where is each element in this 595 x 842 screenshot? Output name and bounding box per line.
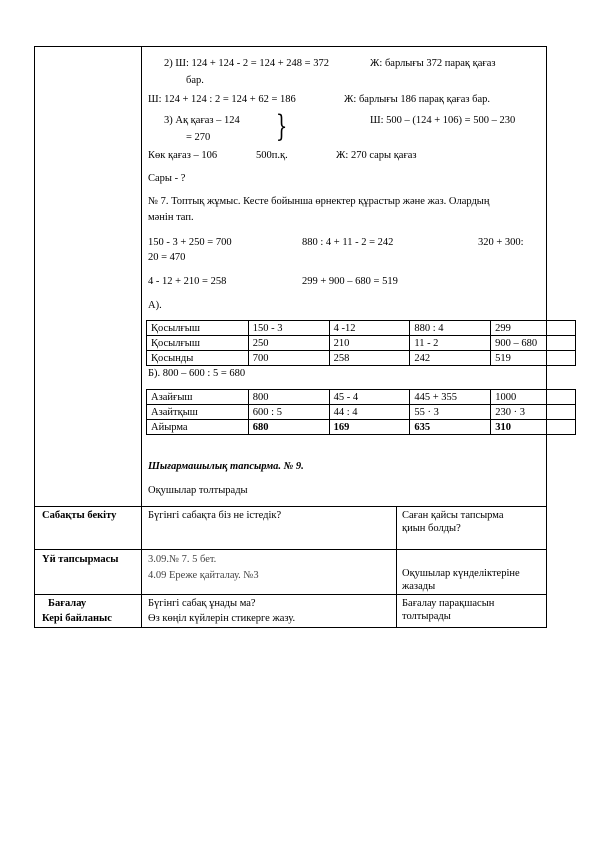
assessment-label: Бағалау — [48, 598, 87, 609]
solution-line-3a: 3) Ақ қағаз – 124 — [164, 115, 240, 126]
table-a-row — [147, 321, 576, 336]
expression-2: 880 : 4 + 11 - 2 = 242 — [302, 237, 394, 248]
task7-heading: № 7. Топтық жұмыс. Кесте бойынша өрнектер құрастыр және жаз. Олардың — [148, 196, 490, 207]
feedback-label: Кері байланыс — [42, 613, 112, 624]
frame-bottom-border — [34, 627, 547, 628]
task7-heading-cont: мәнін тап. — [148, 212, 194, 223]
table-b-cell: 230 · 3 — [491, 405, 576, 420]
table-b-row — [147, 390, 576, 405]
table-b-row-header: Азайтқыш — [147, 405, 249, 420]
table-a-cell: 700 — [248, 351, 329, 366]
solution-answer-1: Ж: барлығы 372 парақ қағаз — [370, 58, 496, 69]
table-b — [146, 389, 576, 435]
table-b-cell: 800 — [248, 390, 329, 405]
frame-left-border — [34, 46, 35, 628]
table-b-row-header: Азайғыш — [147, 390, 249, 405]
solution-answer-4: Ж: 270 сары қағаз — [336, 150, 417, 161]
expression-5: 299 + 900 – 680 = 519 — [302, 276, 398, 287]
table-b-cell: 680 — [248, 420, 329, 435]
table-b-cell: 44 : 4 — [329, 405, 410, 420]
table-a-cell: 4 -12 — [329, 321, 410, 336]
table-a-row-header: Қосылғыш — [147, 321, 249, 336]
solution-line-4: Көк қағаз – 106 — [148, 150, 218, 161]
expression-3-cont: 20 = 470 — [148, 252, 186, 263]
summary-question: Бүгінгі сабақта біз не істедік? — [148, 510, 282, 521]
table-a-cell: 299 — [491, 321, 576, 336]
homework-right-text: Оқушылар күнделіктеріне жазады — [402, 568, 520, 592]
table-a-cell: 258 — [329, 351, 410, 366]
table-a-cell: 519 — [491, 351, 576, 366]
table-b-cell: 310 — [491, 420, 576, 435]
table-a-cell: 900 – 680 — [491, 336, 576, 351]
frame-top-border — [34, 46, 547, 47]
row-divider-assessment — [34, 594, 547, 595]
summary-right-text: Саған қайсы тапсырма қиын болды? — [402, 510, 504, 534]
table-b-cell: 600 : 5 — [248, 405, 329, 420]
assessment-right-text: Бағалау парақшасын толтырады — [402, 598, 495, 622]
table-a-cell: 11 - 2 — [410, 336, 491, 351]
expression-1: 150 - 3 + 250 = 700 — [148, 237, 232, 248]
table-b-cell: 45 - 4 — [329, 390, 410, 405]
solution-answer-2: Ж: барлығы 186 парақ қағаз бар. — [344, 94, 491, 105]
solution-line-3b: = 270 — [186, 132, 211, 143]
table-b-cell: 169 — [329, 420, 410, 435]
solution-line-1: 2) Ш: 124 + 124 - 2 = 124 + 248 = 372 — [164, 58, 329, 69]
solution-line-1-cont: бар. — [186, 75, 204, 86]
table-b-row — [147, 405, 576, 420]
summary-label: Сабақты бекіту — [42, 510, 117, 521]
table-b-label: Б). 800 – 600 : 5 = 680 — [148, 368, 246, 379]
creative-heading: Шығармашылық тапсырма. № 9. — [148, 461, 304, 472]
homework-line-2: 4.09 Ереже қайталау. №3 — [148, 570, 259, 581]
right-column-border — [396, 506, 397, 628]
table-b-cell: 445 + 355 — [410, 390, 491, 405]
table-a-row-header: Қосылғыш — [147, 336, 249, 351]
creative-note: Оқушылар толтырады — [148, 485, 248, 496]
expression-4: 4 - 12 + 210 = 258 — [148, 276, 227, 287]
table-a-label: А). — [148, 300, 162, 311]
table-a-row — [147, 336, 576, 351]
homework-line-1: 3.09.№ 7. 5 бет. — [148, 554, 217, 565]
table-b-cell: 55 · 3 — [410, 405, 491, 420]
table-b-cell: 1000 — [491, 390, 576, 405]
table-a-row-header: Қосынды — [147, 351, 249, 366]
row-divider-homework — [34, 549, 547, 550]
solution-total: 500п.қ. — [256, 150, 288, 161]
table-b-row-header: Айырма — [147, 420, 249, 435]
table-a-cell: 880 : 4 — [410, 321, 491, 336]
assessment-line-2: Өз көңіл күйлерін стикерге жазу. — [148, 613, 296, 624]
brace-symbol: } — [275, 109, 288, 144]
expression-3: 320 + 300: — [478, 237, 524, 248]
frame-divider-border — [141, 46, 142, 628]
table-a-cell: 150 - 3 — [248, 321, 329, 336]
solution-line-5: Сары - ? — [148, 173, 186, 184]
solution-line-3-formula: Ш: 500 – (124 + 106) = 500 – 230 — [370, 115, 516, 126]
row-divider-summary — [34, 506, 547, 507]
table-a-row — [147, 351, 576, 366]
table-a — [146, 320, 576, 366]
table-a-cell: 250 — [248, 336, 329, 351]
table-b-cell: 635 — [410, 420, 491, 435]
solution-line-2: Ш: 124 + 124 : 2 = 124 + 62 = 186 — [148, 94, 296, 105]
assessment-line-1: Бүгінгі сабақ ұнады ма? — [148, 598, 256, 609]
table-a-cell: 242 — [410, 351, 491, 366]
table-a-cell: 210 — [329, 336, 410, 351]
homework-label: Үй тапсырмасы — [42, 554, 119, 565]
table-b-row — [147, 420, 576, 435]
